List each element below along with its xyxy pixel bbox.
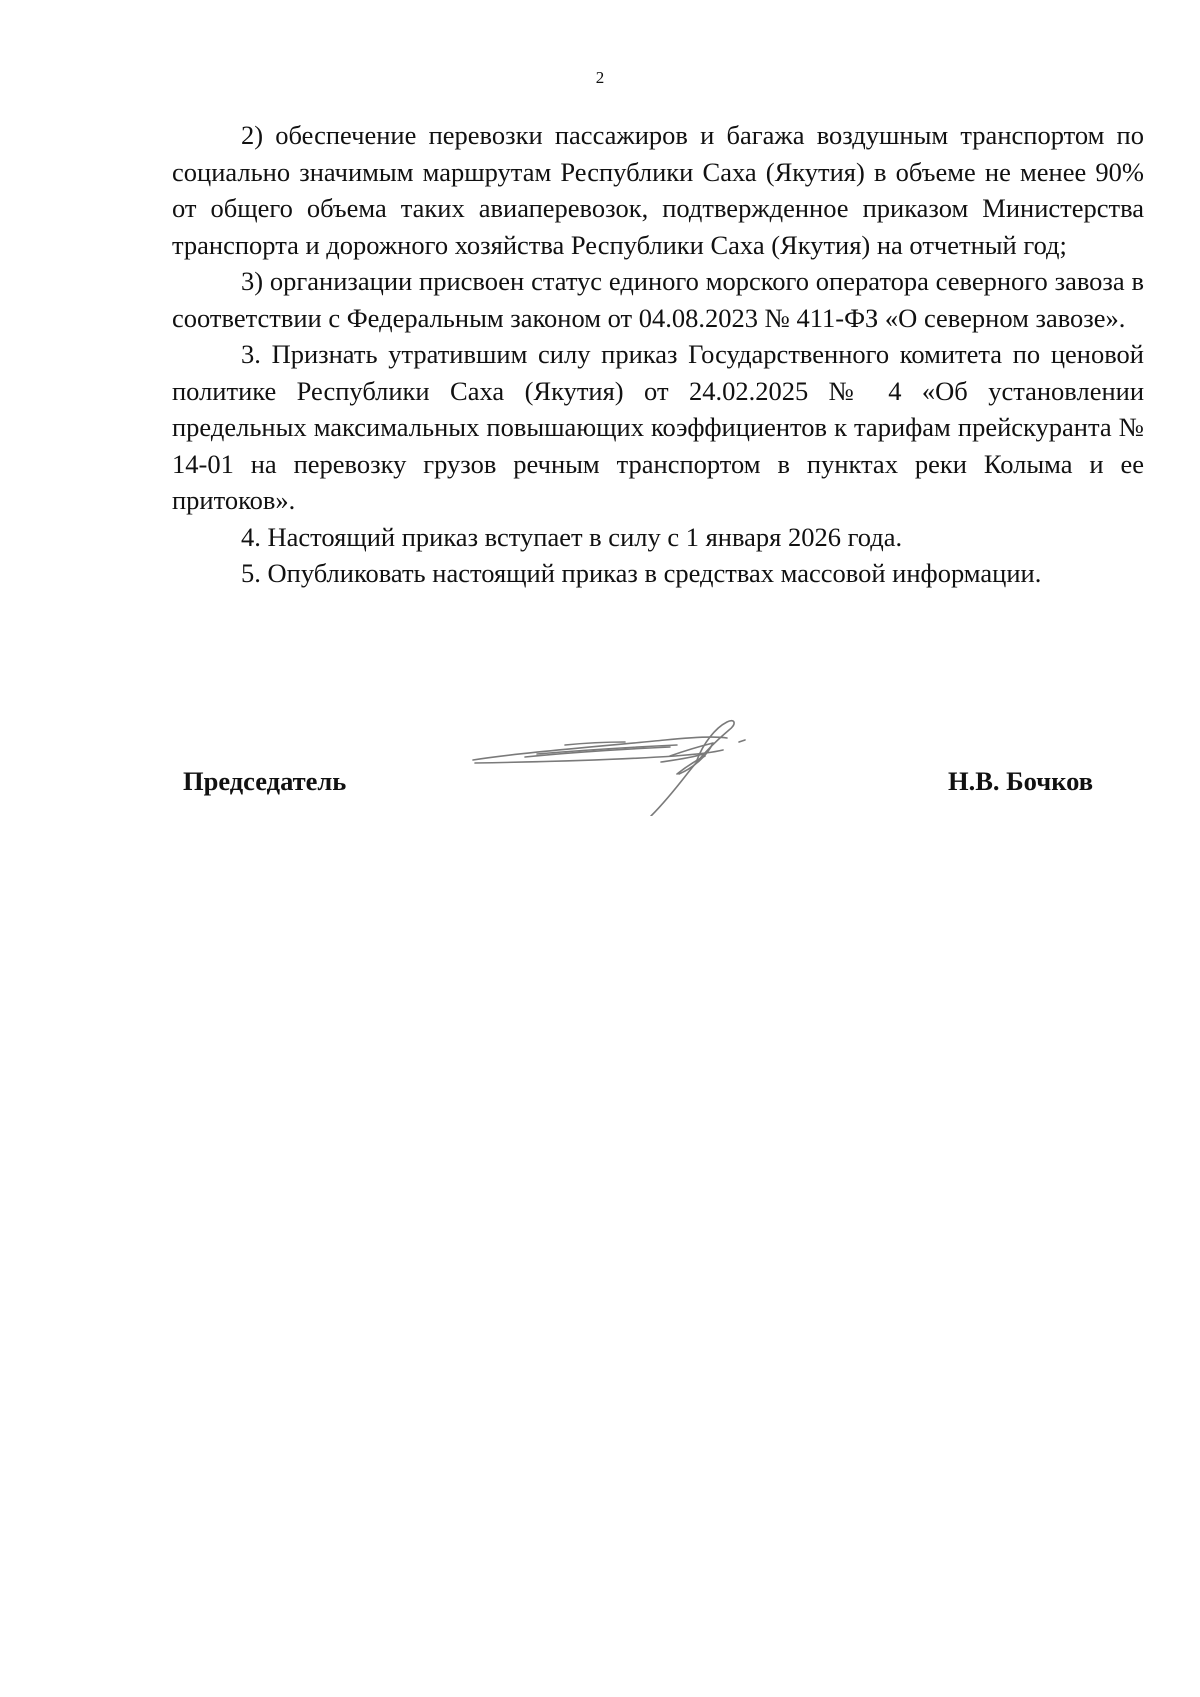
- paragraph-item-2: 2) обеспечение перевозки пассажиров и багажа воздушным транспортом по социально значимым маршрутам Республики Саха (Якутия) в объеме не менее 90% от общего объема таких авиаперевозок, подтвержденное приказом Министерства транспорта и дорожного хозяйства Республики Саха (Якутия) на отчетный год;: [172, 120, 1144, 260]
- signature-stroke: [475, 750, 723, 763]
- paragraph-point-3: 3. Признать утратившим силу приказ Государственного комитета по ценовой политике Республики Саха (Якутия) от 24.02.2025 № 4 «Об установлении предельных максимальных повышающих коэффициентов к тарифам прейскуранта № 14-01 на перевозку грузов речным транспортом в пунктах реки Колыма и ее притоков».: [172, 339, 1144, 515]
- paragraph-point-5: 5. Опубликовать настоящий приказ в средствах массовой информации.: [241, 558, 1042, 588]
- document-body: [172, 117, 1144, 592]
- signature-stroke: [739, 740, 745, 742]
- handwritten-signature: [465, 716, 785, 816]
- signatory-name: Н.В. Бочков: [948, 766, 1094, 796]
- signature-stroke: [473, 737, 727, 760]
- page-number: 2: [595, 68, 605, 87]
- signature-stroke: [651, 721, 734, 816]
- paragraph-point-4: 4. Настоящий приказ вступает в силу с 1 января 2026 года.: [241, 521, 903, 552]
- paragraph-item-3: 3) организации присвоен статус единого морского оператора северного завоза в соответствии с Федеральным законом от 04.08.2023 № 411-ФЗ «О северном завозе».: [172, 266, 1144, 333]
- signatory-title: Председатель: [183, 766, 347, 796]
- signature-block: [0, 716, 1200, 826]
